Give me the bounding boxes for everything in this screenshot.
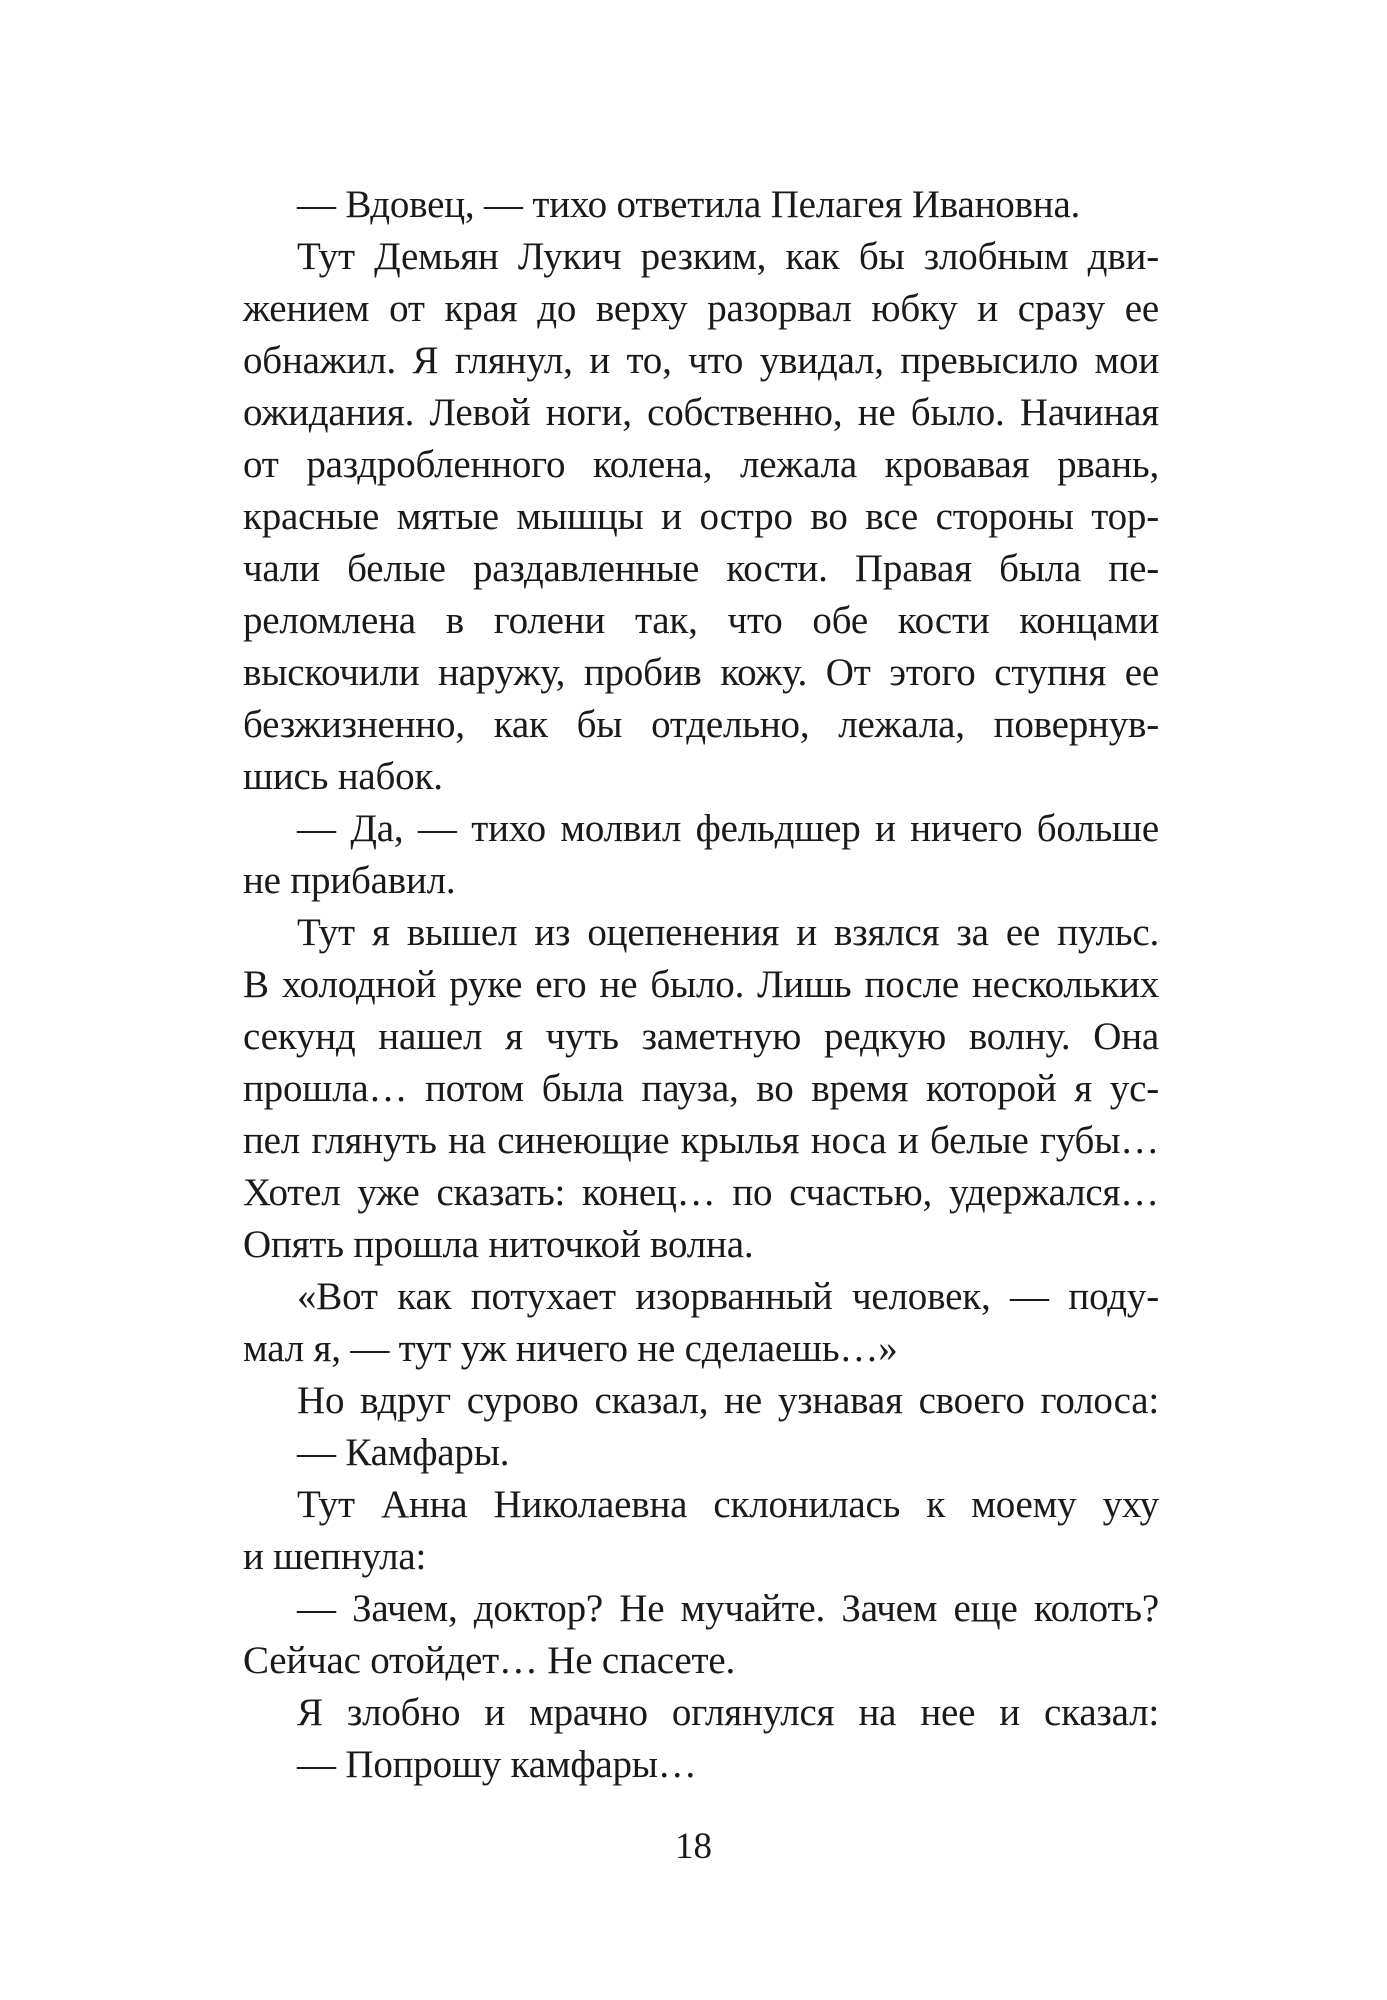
- text-line: — Да, — тихо молвил фельдшер и ничего больше: [297, 807, 1159, 850]
- text-line: Тут Анна Николаевна склонилась к моему уху: [297, 1483, 1159, 1526]
- text-line: Но вдруг сурово сказал, не узнавая своего голоса:: [297, 1379, 1159, 1422]
- text-line: не прибавил.: [243, 859, 456, 902]
- text-line: реломлена в голени так, что обе кости концами: [243, 599, 1159, 642]
- text-line: Сейчас отойдет… Не спасете.: [243, 1639, 736, 1682]
- text-line: — Камфары.: [297, 1431, 510, 1474]
- text-line: выскочили наружу, пробив кожу. От этого ступня ее: [243, 651, 1159, 694]
- text-line: от раздробленного колена, лежала кровавая рвань,: [243, 443, 1159, 486]
- text-line: — Попрошу камфары…: [297, 1743, 697, 1786]
- text-line: — Зачем, доктор? Не мучайте. Зачем еще колоть?: [297, 1587, 1159, 1630]
- page-number: 18: [675, 1826, 712, 1867]
- text-line: пел глянуть на синеющие крылья носа и белые губы…: [243, 1119, 1159, 1162]
- text-line: Я злобно и мрачно оглянулся на нее и сказал:: [297, 1691, 1159, 1734]
- text-line: и шепнула:: [243, 1535, 427, 1578]
- text-line: шись набок.: [243, 755, 443, 798]
- text-line: Опять прошла ниточкой волна.: [243, 1223, 754, 1266]
- text-line: чали белые раздавленные кости. Правая была пе-: [243, 547, 1159, 590]
- text-line: Тут Демьян Лукич резким, как бы злобным дви-: [297, 235, 1159, 278]
- text-line: мал я, — тут уж ничего не сделаешь…»: [243, 1327, 898, 1370]
- text-line: безжизненно, как бы отдельно, лежала, повернув-: [243, 703, 1159, 746]
- text-line: секунд нашел я чуть заметную редкую волну. Она: [243, 1015, 1159, 1058]
- text-line: Хотел уже сказать: конец… по счастью, удержался…: [243, 1171, 1159, 1214]
- text-line: Тут я вышел из оцепенения и взялся за ее пульс.: [297, 911, 1159, 954]
- text-line: «Вот как потухает изорванный человек, — поду-: [297, 1275, 1159, 1318]
- text-line: В холодной руке его не было. Лишь после нескольких: [243, 963, 1159, 1006]
- text-line: прошла… потом была пауза, во время которой я ус-: [243, 1067, 1159, 1110]
- text-line: жением от края до верху разорвал юбку и сразу ее: [243, 287, 1159, 330]
- body-text: [243, 179, 1159, 1791]
- text-line: ожидания. Левой ноги, собственно, не было. Начиная: [243, 391, 1159, 434]
- text-line: обнажил. Я глянул, и то, что увидал, превысило мои: [243, 339, 1159, 382]
- text-line: красные мятые мышцы и остро во все стороны тор-: [243, 495, 1159, 538]
- text-line: — Вдовец, — тихо ответила Пелагея Ивановна.: [297, 183, 1081, 226]
